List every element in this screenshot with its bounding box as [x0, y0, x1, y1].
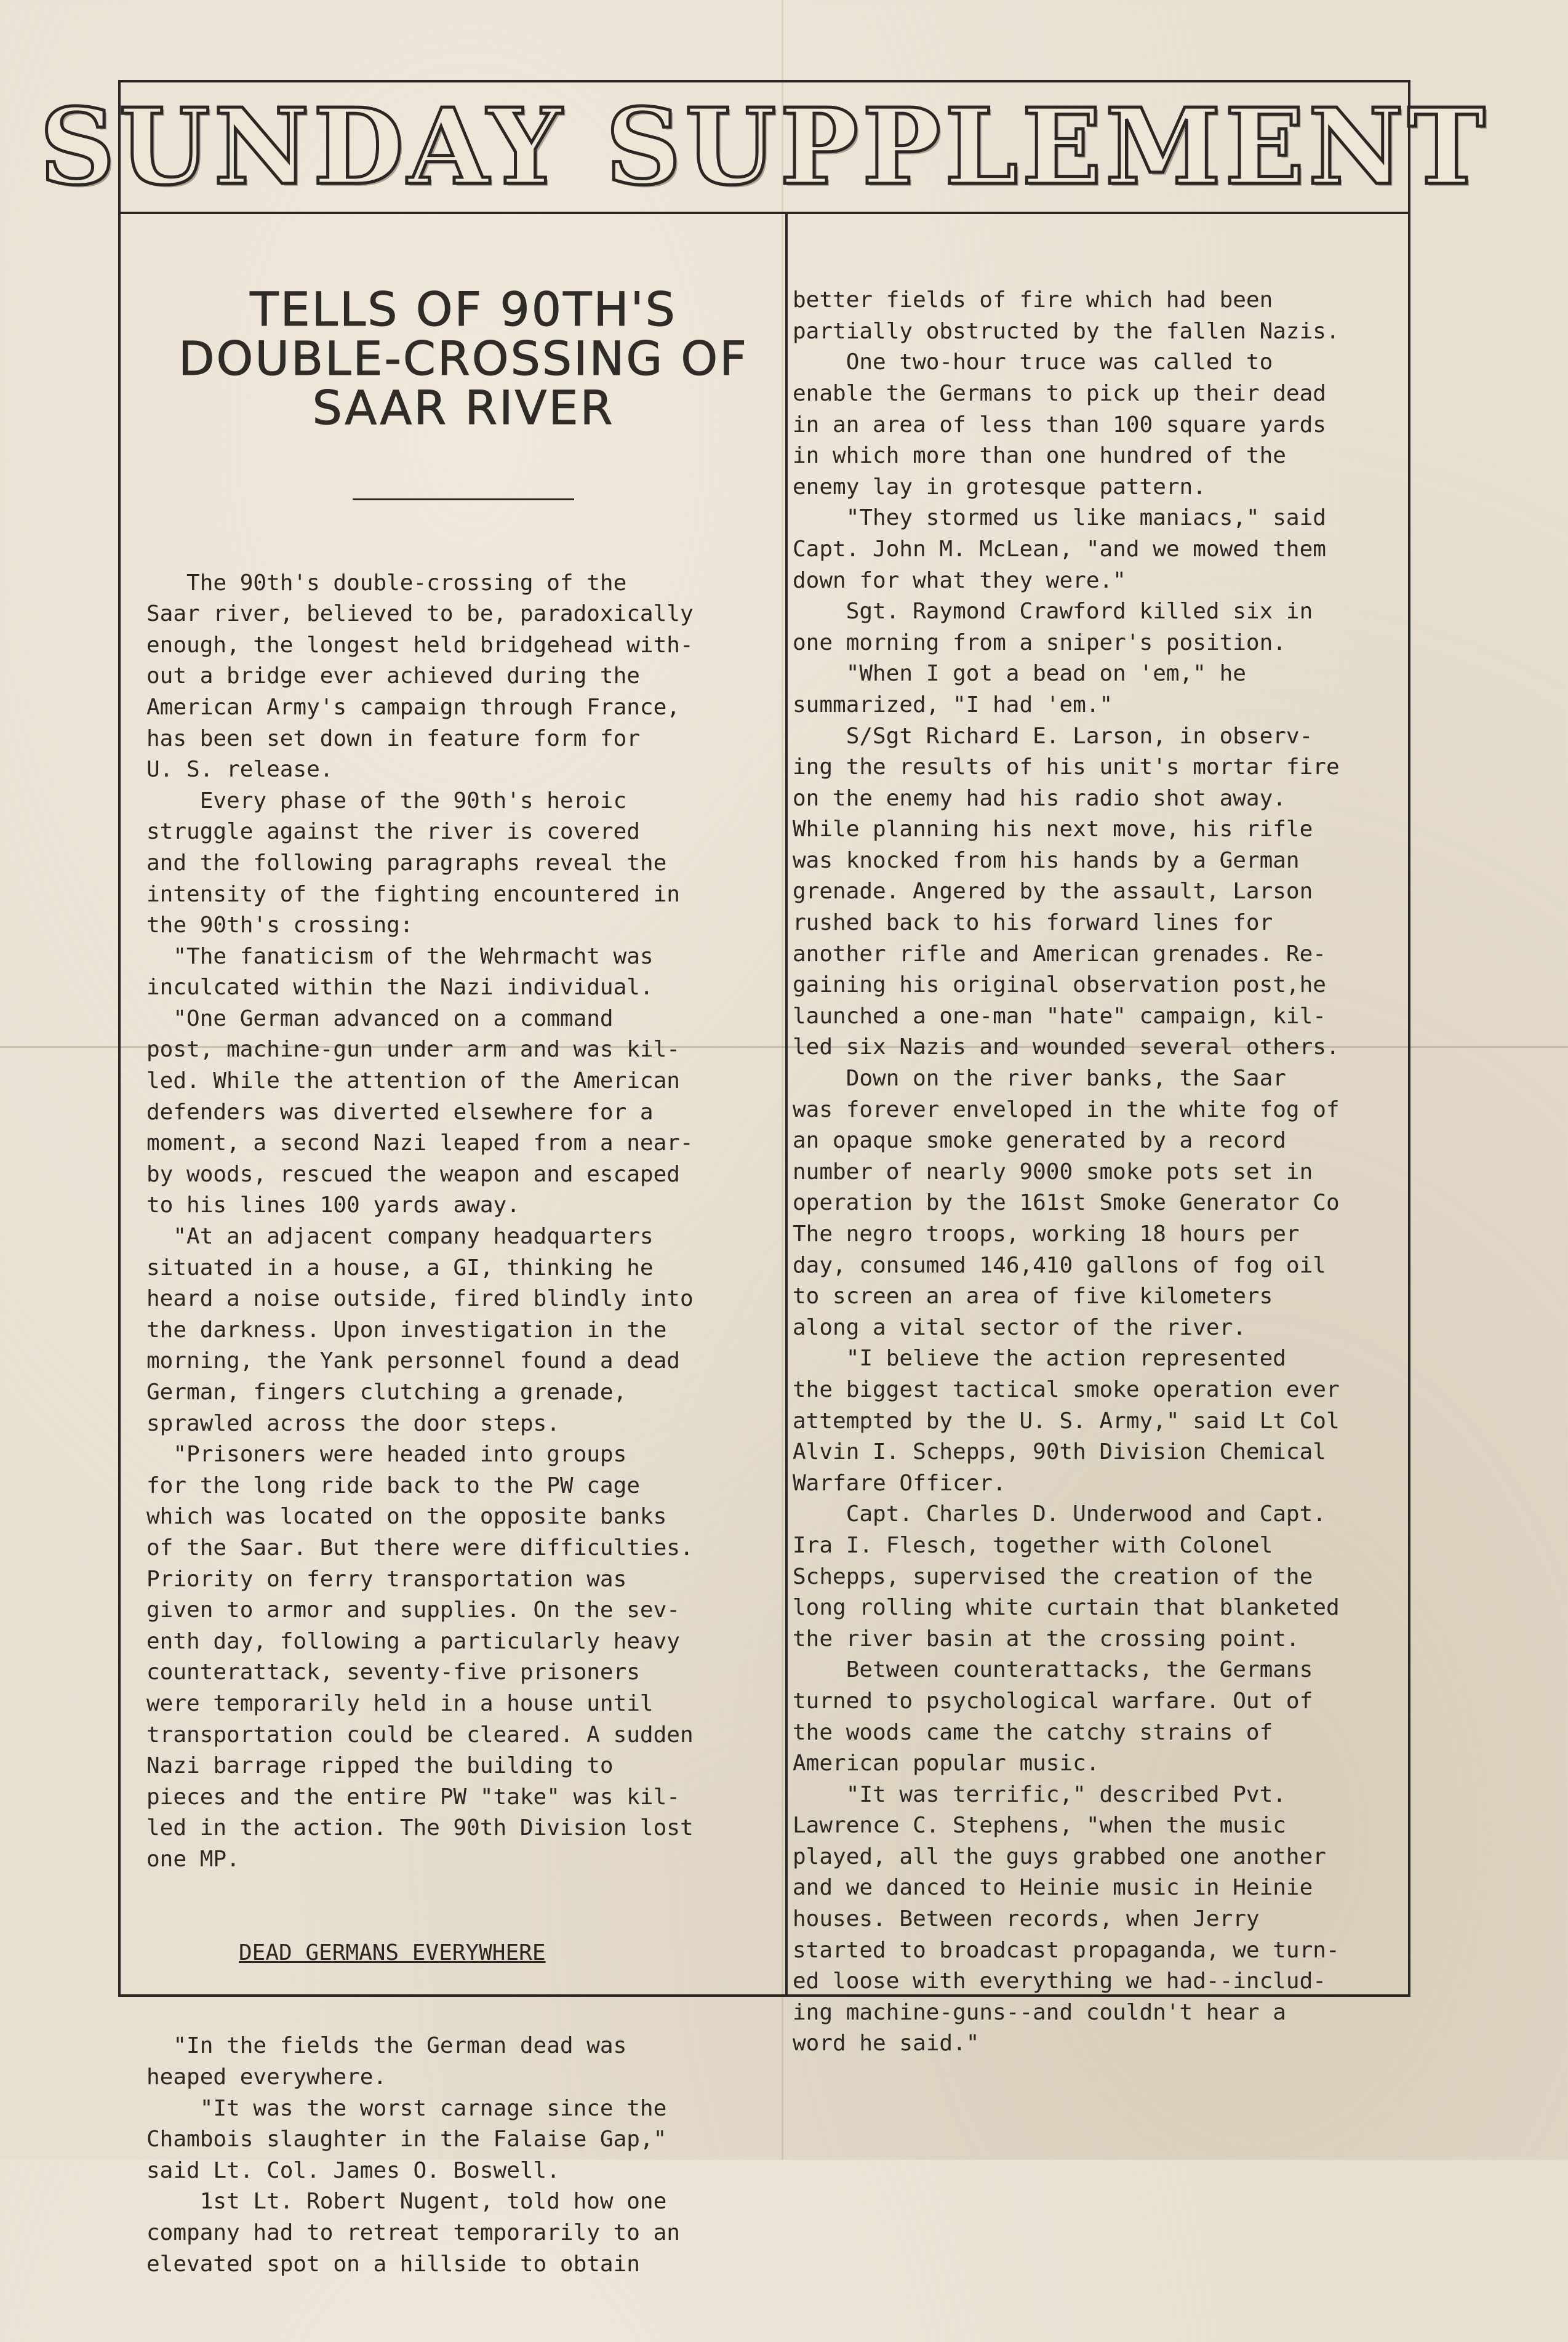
headline-rule [353, 498, 574, 500]
left-column-text-part1: The 90th's double-crossing of the Saar river, believed to be, paradoxically enough, the longest held bridgehead with- out a bridge ever achieved during the American Army's campaign through France, has been set down in feature form for U. S. release. Every phase of the 90th's heroic struggle against the river is covered and the following paragraphs reveal the intensity of the fighting encountered in the 90th's crossing: "The fanaticism of the Wehrmacht was inculcated within the Nazi individual. "One German advanced on a command post, machine-gun under arm and was kil- led. While the attention of the American defenders was diverted elsewhere for a moment, a second Nazi leaped from a near- by woods, rescued the weapon and escaped to his lines 100 yards away. "At an adjacent company headquarters situated in a house, a GI, thinking he heard a noise outside, fired blindly into the darkness. Upon investigation in the morning, the Yank personnel found a dead German, fingers clutching a grenade, sprawled across the door steps. "Prisoners were headed into groups for the long ride back to the PW cage which was located on the opposite banks of the Saar. But there were difficulties. Priority on ferry transportation was given to armor and supplies. On the sev- enth day, following a particularly heavy counterattack, seventy-five prisoners were temporarily held in a house until transportation could be cleared. A sudden Nazi barrage ripped the building to pieces and the entire PW "take" was kil- led in the action. The 90th Division lost one MP. [146, 570, 694, 1872]
masthead [39, 82, 1489, 214]
right-column-text: better fields of fire which had been partially obstructed by the fallen Nazis. One two-hour truce was called to enable the Germans to pick up their dead in an area of less than 100 square yards in which more than one hundred of the enemy lay in grotesque pattern. "They stormed us like maniacs," said Capt. John M. McLean, "and we mowed them down for what they were." Sgt. Raymond Crawford killed six in one morning from a sniper's position. "When I got a bead on 'em," he summarized, "I had 'em." S/Sgt Richard E. Larson, in observ- ing the results of his unit's mortar fire on the enemy had his radio shot away. While planning his next move, his rifle was knocked from his hands by a German grenade. Angered by the assault, Larson rushed back to his forward lines for another rifle and American grenades. Re- gaining his original observation post,he launched a one-man "hate" campaign, kil- led six Nazis and wounded several others. Down on the river banks, the Saar was forever enveloped in the white fog of an opaque smoke generated by a record number of nearly 9000 smoke pots set in operation by the 161st Smoke Generator Co The negro troops, working 18 hours per day, consumed 146,410 gallons of fog oil to screen an area of five kilometers along a vital sector of the river. "I believe the action represented the biggest tactical smoke operation ever attempted by the U. S. Army," said Lt Col Alvin I. Schepps, 90th Division Chemical Warfare Officer. Capt. Charles D. Underwood and Capt. Ira I. Flesch, together with Colonel Schepps, supervised the creation of the long rolling white curtain that blanketed the river basin at the crossing point. Between counterattacks, the Germans turned to psychological warfare. Out of the woods came the catchy strains of American popular music. "It was terrific," described Pvt. Lawrence C. Stephens, "when the music played, all the guys grabbed one another and we danced to Heinie music in Heinie houses. Between records, when Jerry started to broadcast propaganda, we turn- ed loose with everything we had--includ- ing machine-guns--and couldn't hear a word he said." [793, 287, 1340, 2056]
masthead-title: SUNDAY SUPPLEMENT [39, 86, 1489, 209]
right-column [793, 223, 1402, 2122]
left-column [146, 223, 780, 2342]
newsletter-frame [39, 80, 1489, 2277]
left-column-text-part2: "In the fields the German dead was heaped everywhere. "It was the worst carnage since the Chambois slaughter in the Falaise Gap," said Lt. Col. James O. Boswell. 1st Lt. Robert Nugent, told how one company had to retreat temporarily to an elevated spot on a hillside to obtain [146, 2033, 680, 2277]
column-divider [785, 212, 788, 1994]
article-headline: TELLS OF 90TH'S DOUBLE-CROSSING OF SAAR RIVER [178, 282, 748, 436]
section-subhead: DEAD GERMANS EVERYWHERE [239, 1940, 546, 1965]
